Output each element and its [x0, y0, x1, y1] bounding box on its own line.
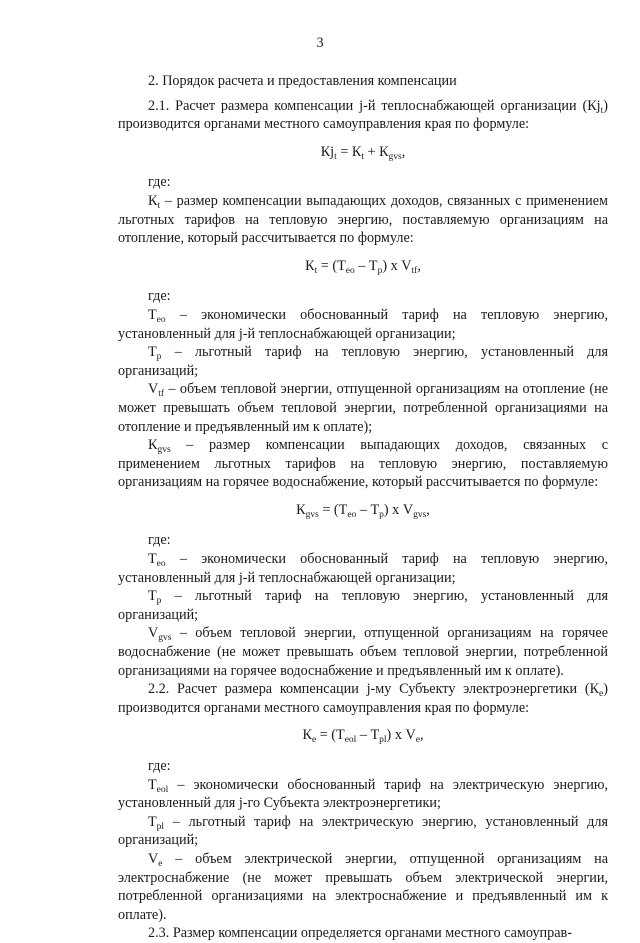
where-label: где:: [148, 174, 171, 191]
where-label: где:: [148, 532, 171, 549]
definition-vgvs: $V_{gvs}$ – объем тепловой энергии, отпущенной организациям на горячее водоснабжение (не может превышать объем тепловой энергии, потребленной организациями на горячее водоснабжение и предъявленный им к оплате).: [118, 625, 608, 679]
definition-ve: $V_e$ – объем электрической энергии, отпущенной организациям на электроснабжение (не может превышать объем электрической энергии, потребленной организациями на электроснабжение и предъявленный им к оплате).: [118, 850, 608, 923]
definition-teol: $Т_{eol}$ – экономически обоснованный тариф на электрическую энергию, установленный для j-го Субъекта электроэнергетики;: [118, 776, 608, 812]
definition-vtf: $V_{tf}$ – объем тепловой энергии, отпущенной организациям на отопление (не может превышать объем тепловой энергии, потребленной организациями на отопление и предъявленный им к оплате);: [118, 381, 608, 435]
formula-kjt: $Кj_t = К_t + К_{gvs}$,: [320, 143, 406, 162]
page-number: 3: [316, 35, 324, 51]
definition-kgvs: $К_{gvs}$ – размер компенсации выпадающих доходов, связанных с применением льготных тарифов на тепловую энергию, поставляемую организациям на горячее водоснабжение, который рассчитывается по формуле:: [118, 437, 608, 491]
formula-kgvs: $К_{gvs} = (Т_{eo} - Т_p)$ х $V_{gvs}$,: [296, 501, 430, 520]
definition-tp: $Т_p$ – льготный тариф на тепловую энергию, установленный для организаций;: [118, 344, 608, 379]
paragraph-2-3: 2.3. Размер компенсации определяется органами местного самоуправ-: [148, 925, 572, 942]
definition-kt: $К_t$ – размер компенсации выпадающих доходов, связанных с применением льготных тарифов на тепловую энергию, поставляемую организациям на отопление, который рассчитывается по формуле:: [118, 192, 608, 247]
definition-teo: $Т_{eo}$ – экономически обоснованный тариф на тепловую энергию, установленный для j-й теплоснабжающей организации;: [118, 306, 608, 342]
formula-kt: $К_t = (Т_{eo} - Т_p)$ х $V_{tf}$,: [305, 257, 421, 276]
section-title: 2. Порядок расчета и предоставления компенсации: [148, 73, 457, 89]
definition-tp-2: $Т_p$ – льготный тариф на тепловую энергию, установленный для организаций;: [118, 588, 608, 623]
where-label: где:: [148, 758, 171, 774]
formula-ke: $К_e = (Т_{eol} - Т_{pl})$ х $V_e$,: [302, 727, 424, 746]
where-label: где:: [148, 288, 171, 305]
definition-teo-2: $Т_{eo}$ – экономически обоснованный тариф на тепловую энергию, установленный для j-й теплоснабжающей организации;: [118, 551, 608, 586]
document-body: [118, 72, 608, 943]
paragraph-2-2: 2.2. Расчет размера компенсации j-му Субъекту электроэнергетики $(К_e)$ производится органами местного самоуправления края по формуле:: [118, 681, 608, 716]
paragraph-2-1: 2.1. Расчет размера компенсации j-й теплоснабжающей организации $(Кj_t)$ производится органами местного самоуправления края по формуле:: [118, 97, 608, 133]
definition-tpl: $Т_{pl}$ – льготный тариф на электрическую энергию, установленный для организаций;: [118, 813, 608, 849]
